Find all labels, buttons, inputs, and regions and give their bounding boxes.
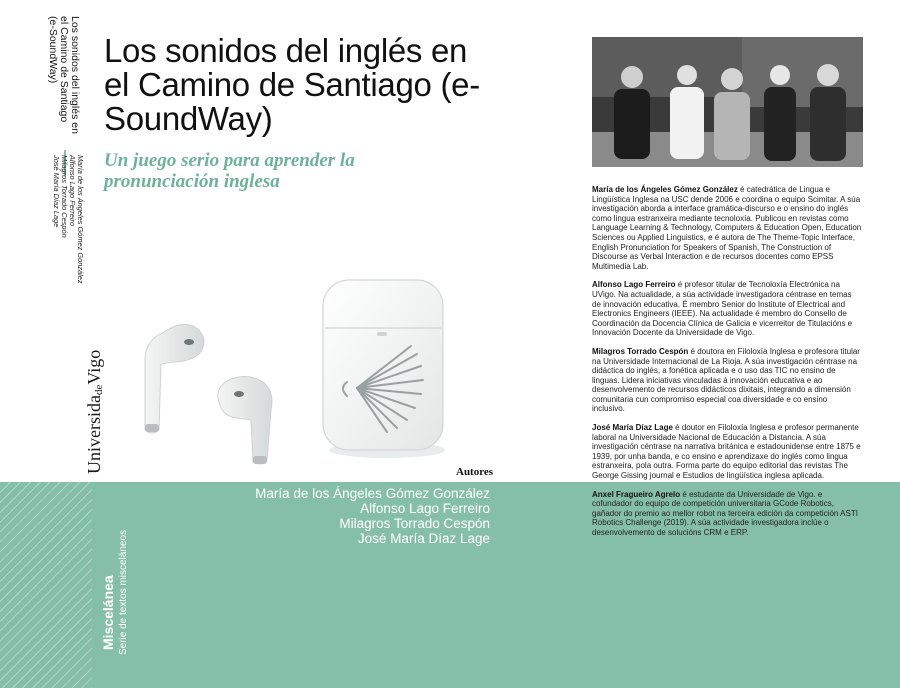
collection-subtitle: Serie de textos misceláneos bbox=[118, 529, 129, 655]
bio-name: María de los Ángeles Gómez González bbox=[592, 185, 738, 194]
bio-text: é catedrática de Lingua e Lingüística Inglesa na USC dende 2006 e coordina o equipo Scimitar. A súa investigación aborda a interface gramática-discurso e o ensino do inglés como lingua estranxeira mediante tecnoloxía. Publicou en revistas como Language Learning & Technology, Computers & Education Open, Education Sciences ou Applied Linguistics, e é autora de The Theme-Topic Interface, English Pronunciation for Speakers of Spanish, The Construction of Discourse as Verbal Interaction e de recursos docentes como EPSS Multimedia Lab. bbox=[592, 185, 862, 271]
bio-paragraph bbox=[592, 347, 862, 414]
bio-text: é estudante da Universidade de Vigo. e cofundador do equipo de competición universitaria GCode Robotics, gañador do premio ao mellor robot na terceira edición da competición ASTI Robotics Challenge (2019). A súa actividade investigadora inclúe o desenvolvemento de solucións CRM e ERP. bbox=[592, 489, 858, 537]
authors-photo bbox=[592, 37, 863, 167]
author-name: Milagros Torrado Cespón bbox=[339, 516, 490, 531]
earbuds-illustration bbox=[125, 270, 465, 470]
bio-name: José María Díaz Lage bbox=[592, 423, 673, 433]
spine-title bbox=[47, 16, 81, 156]
bio-text: é doutora en Filoloxía Inglesa e profesora titular na Universidade Internacional de La Rioja. A súa investigación céntrase na didáctica do inglés, a fonética aplicada e o uso das TIC no ensino de linguas. Lidera iniciativas vinculadas á innovación educativa e ao desenvolvemento de recursos didácticos dixitais, integrando a dimensión comunitaria cun compromiso especial coa diversidade e co ensino inclusivo. bbox=[592, 346, 860, 414]
author-list bbox=[255, 486, 490, 546]
university-logo-de: de bbox=[93, 384, 105, 396]
author-bios bbox=[592, 185, 862, 547]
left-earbud bbox=[145, 324, 204, 433]
bio-paragraph bbox=[592, 490, 862, 538]
bio-text: é doutor en Filoloxía Inglesa e profesor permanente laboral na Universidade Nacional de Educación a Distancia. A súa investigación céntrase na narrativa británica e estadounidense entre 1875 e 1939, por unha banda, e co ensino e aprendizaxe do inglés como lingua estranxeira, pola outra. Forma parte do equipo editorial das revistas The George Gissing journal e Estudios de lingüística inglesa aplicada. bbox=[592, 423, 861, 481]
university-logo-text: Universida bbox=[84, 395, 104, 474]
collection-name: Miscelánea bbox=[100, 575, 116, 650]
bio-text: é profesor titular de Tecnoloxía Electrónica na UVigo. Na actualidade, a súa actividade investigadora céntrase en temas de innovación educativa. É membro Senior do Institute of Electrical and Electronics Engineers (IEEE). Na actualidade é membro do Consello de Coordinación da Docencia Clínica de Galicia e vicerreitor de Titulacións e Innovación Docente da Universidade de Vigo. bbox=[592, 280, 853, 338]
charging-case bbox=[323, 280, 443, 450]
bio-paragraph bbox=[592, 185, 862, 271]
bio-paragraph bbox=[592, 280, 862, 338]
authors-label: Autores bbox=[456, 466, 494, 478]
bio-name: Anxel Fragueiro Agrelo bbox=[592, 489, 681, 499]
right-earbud bbox=[218, 376, 272, 464]
book-title: Los sonidos del inglés en el Camino de Santiago (e-SoundWay) bbox=[104, 32, 480, 137]
bio-paragraph bbox=[592, 423, 862, 481]
spine-author: Milagros Torrado Cespón bbox=[60, 155, 69, 238]
spine-title-line: (e-SoundWay) bbox=[47, 16, 59, 84]
book-subtitle: Un juego serio para aprender la pronunciación inglesa bbox=[104, 150, 355, 192]
bio-name: Alfonso Lago Ferreiro bbox=[592, 280, 676, 290]
spine-author: José María Díaz Lage bbox=[52, 155, 61, 228]
author-name: José María Díaz Lage bbox=[357, 531, 490, 546]
book-spine bbox=[28, 0, 105, 688]
author-name: Alfonso Lago Ferreiro bbox=[360, 501, 490, 516]
spine-author: María de los Ángeles Gómez González bbox=[76, 155, 85, 284]
author-name: María de los Ángeles Gómez González bbox=[255, 486, 490, 501]
university-logo-text: Vigo bbox=[84, 349, 104, 385]
collection-sub-wrap bbox=[118, 520, 132, 655]
university-logo bbox=[84, 350, 105, 474]
spine-title-line: el Camino de Santiago bbox=[58, 16, 70, 123]
bio-name: Milagros Torrado Cespón bbox=[592, 346, 689, 356]
spine-author: Alfonso Lago Ferreiro bbox=[68, 155, 77, 227]
spine-title-line: Los sonidos del inglés en bbox=[69, 16, 81, 134]
